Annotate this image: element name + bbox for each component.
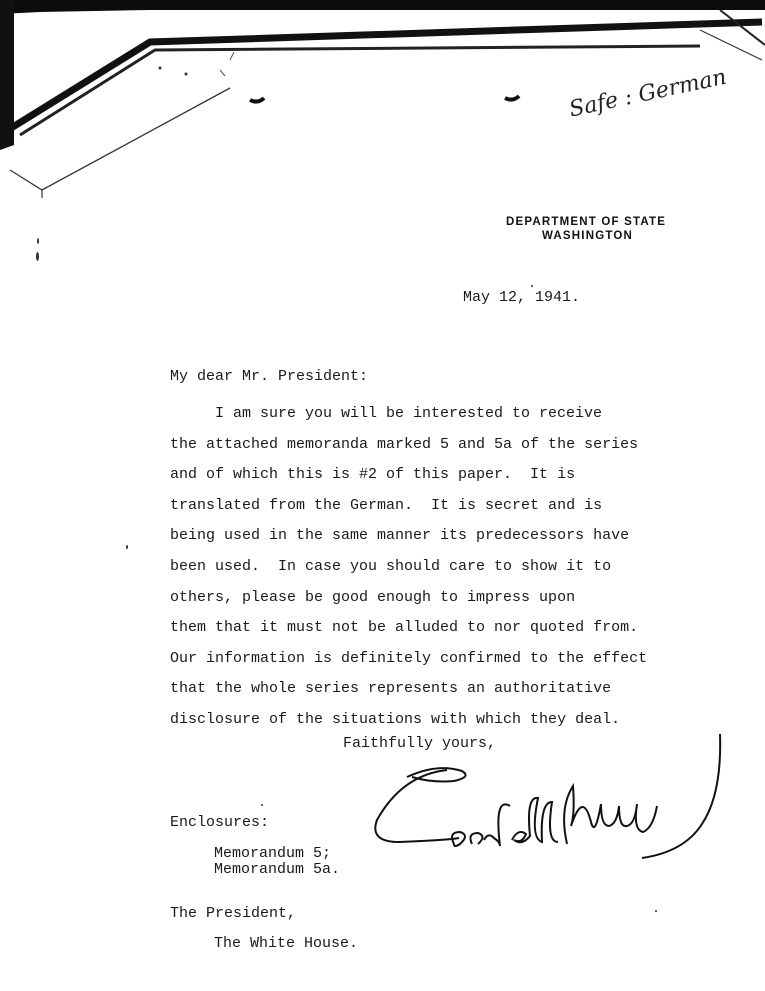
- scan-speck: [531, 285, 533, 287]
- body-line: that the whole series represents an authoritative: [170, 680, 612, 698]
- enclosures-label: Enclosures:: [170, 814, 270, 831]
- body-line: and of which this is #2 of this paper. It is: [170, 466, 576, 484]
- body-line: them that it must not be alluded to nor quoted from.: [170, 619, 639, 637]
- handwritten-signature: [362, 732, 732, 862]
- scan-speck: [37, 238, 39, 244]
- letterhead-department: DEPARTMENT OF STATE: [506, 216, 667, 228]
- body-line: the attached memoranda marked 5 and 5a of the series: [170, 435, 639, 453]
- enclosure-item: Memorandum 5a.: [214, 861, 341, 878]
- letterhead: [506, 216, 666, 242]
- enclosures-list: [214, 846, 340, 878]
- enclosure-item: Memorandum 5;: [214, 845, 332, 862]
- letter-date: May 12, 1941.: [463, 289, 581, 306]
- scan-speck: [126, 545, 128, 549]
- addressee-location: The White House.: [214, 935, 359, 952]
- closing: Faithfully yours,: [343, 735, 497, 752]
- salutation: My dear Mr. President:: [170, 368, 369, 385]
- addressee-name: The President,: [170, 905, 297, 922]
- letterhead-city: WASHINGTON: [542, 230, 634, 242]
- body-line: being used in the same manner its predecessors have: [170, 527, 630, 545]
- scan-speck: [655, 910, 657, 912]
- scan-speck: [36, 252, 39, 261]
- body-line: disclosure of the situations with which they deal.: [170, 710, 621, 728]
- letter-body: [170, 399, 647, 736]
- scan-speck: [261, 804, 263, 806]
- body-line: others, please be good enough to impress upon: [170, 588, 576, 606]
- body-line: been used. In case you should care to show it to: [170, 557, 612, 575]
- body-line: I am sure you will be interested to receive: [215, 405, 603, 422]
- handwritten-filing-note: Safe : German: [567, 64, 729, 123]
- body-line: translated from the German. It is secret and is: [170, 496, 603, 514]
- body-line: Our information is definitely confirmed to the effect: [170, 649, 648, 667]
